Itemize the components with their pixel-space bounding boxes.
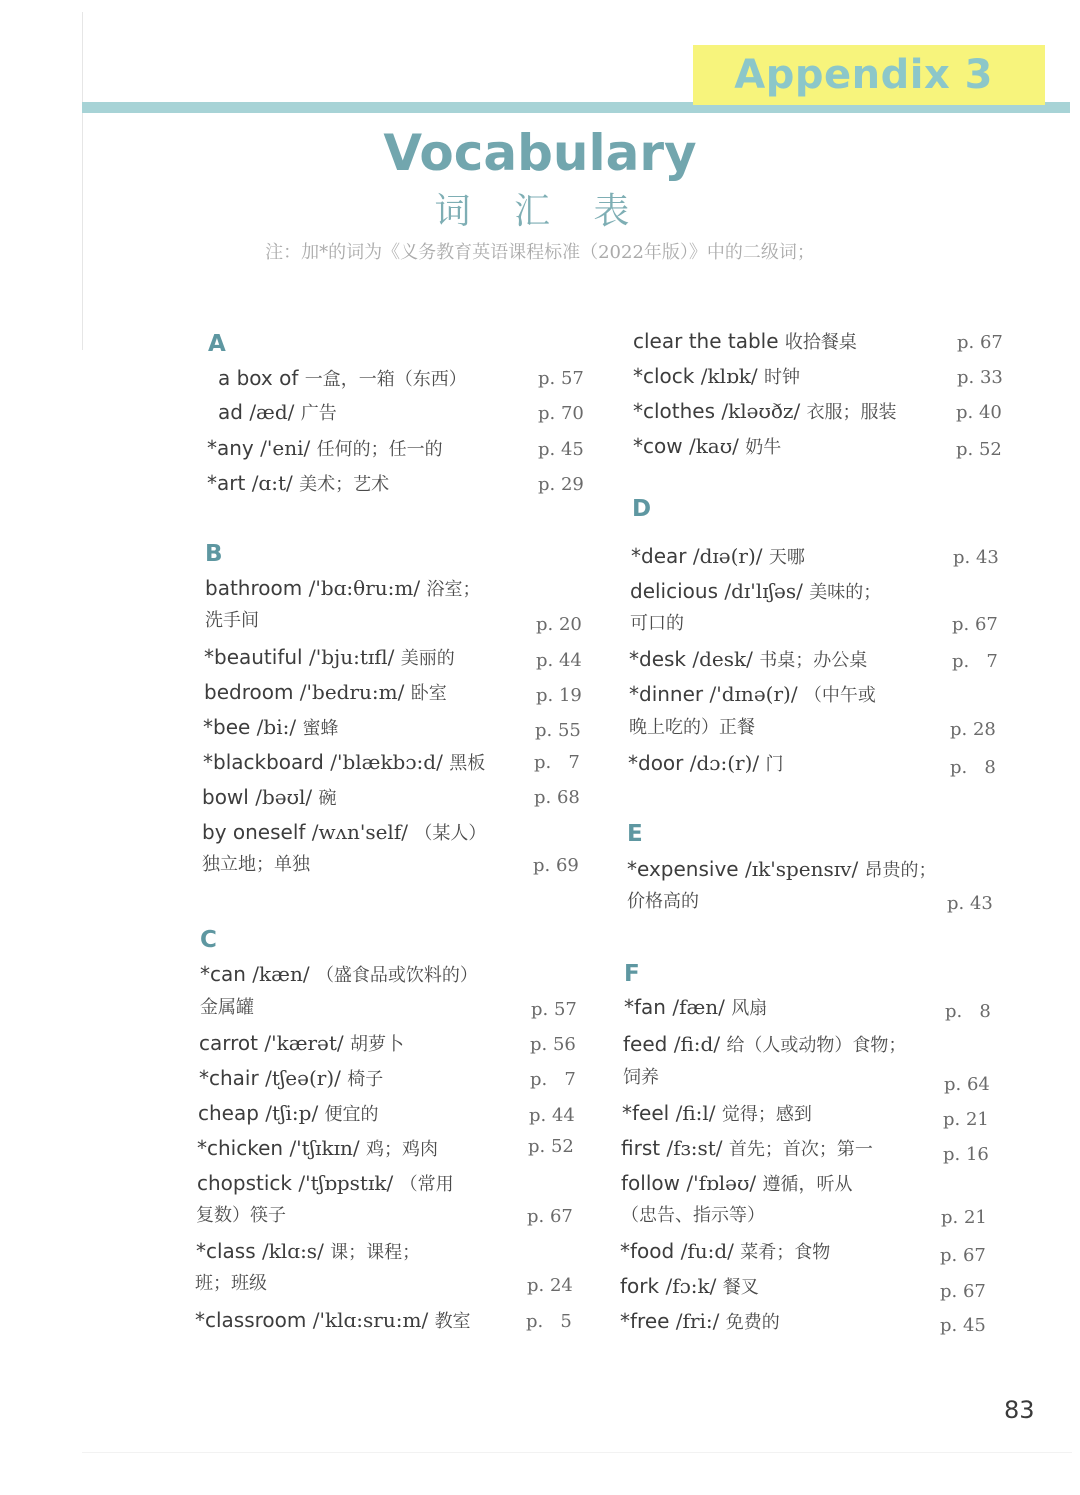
entry-bathroom [205, 576, 480, 602]
entry-meaning: 给（人或动物）食物； [726, 1035, 907, 1056]
entry-clock [633, 364, 800, 390]
entry-feel [622, 1101, 812, 1127]
page-note: 注：加*的词为《义务教育英语课程标准（2022年版）》中的二级词； [265, 242, 815, 263]
entry-meaning: 课；课程； [330, 1242, 421, 1263]
entry-word: *chair [199, 1066, 259, 1090]
entry-art [207, 471, 389, 497]
entry-bedroom [204, 680, 447, 706]
entry-fork [620, 1274, 759, 1300]
entry-clothes [633, 399, 897, 425]
entry-phonetic: /tʃeə(r)/ [265, 1066, 341, 1090]
entry-page: p. 7 [534, 752, 580, 773]
entry-page: p. 7 [952, 651, 998, 672]
entry-meaning-cont: （忠告、指示等） [621, 1205, 765, 1226]
entry-word: chopstick [197, 1171, 292, 1195]
entry-page: p. 67 [527, 1206, 573, 1227]
entry-bowl [202, 785, 337, 811]
entry-page: p. 55 [535, 720, 581, 741]
entry-follow [621, 1171, 853, 1197]
entry-phonetic: /'klɑ:sru:m/ [312, 1308, 429, 1332]
section-letter-f: F [624, 961, 640, 987]
entry-word: *dinner [629, 682, 704, 706]
entry-phonetic: /fri:/ [675, 1309, 720, 1333]
entry-desk [629, 647, 867, 673]
entry-phonetic: /fæn/ [672, 995, 725, 1019]
page-subtitle: 词 汇 表 [434, 191, 646, 232]
entry-word: *fan [624, 995, 666, 1019]
entry-phonetic: /wʌn'self/ [311, 820, 408, 844]
entry-page: p. 8 [945, 1001, 991, 1022]
footer-rule [82, 1452, 1072, 1453]
entry-meaning: 浴室； [426, 579, 481, 600]
entry-meaning: 遵循，听从 [762, 1174, 853, 1195]
entry-word: *door [628, 751, 684, 775]
entry-meaning: （盛食品或饮料的） [315, 965, 478, 986]
entry-phonetic: /'fɒləʊ/ [686, 1171, 757, 1195]
entry-page: p. 67 [957, 332, 1003, 353]
entry-word: *art [207, 471, 246, 495]
entry-page: p. 44 [536, 650, 582, 671]
entry-meaning: 免费的 [725, 1312, 780, 1333]
entry-phonetic: /desk/ [692, 647, 753, 671]
entry-word: a box of [218, 366, 299, 390]
entry-phonetic: /æd/ [249, 400, 295, 424]
entry-phonetic: /'bɑ:θru:m/ [308, 576, 421, 600]
entry-page: p. 67 [940, 1281, 986, 1302]
entry-meaning: 餐叉 [722, 1277, 759, 1298]
entry-meaning: 胡萝卜 [350, 1034, 405, 1055]
entry-page: p. 64 [944, 1074, 990, 1095]
entry-word: *class [196, 1239, 256, 1263]
entry-meaning-cont: 饲养 [623, 1067, 659, 1088]
entry-word: ad [218, 400, 243, 424]
entry-word: carrot [199, 1031, 258, 1055]
entry-page: p. 52 [528, 1136, 574, 1157]
entry-meaning: 一盒，一箱（东西） [304, 369, 467, 390]
entry-meaning: 教室 [434, 1311, 471, 1332]
entry-page: p. 45 [538, 439, 584, 460]
entry-meaning: 蜜蜂 [302, 718, 339, 739]
entry-meaning: 便宜的 [324, 1104, 379, 1125]
entry-word: cheap [198, 1101, 259, 1125]
entry-any [207, 436, 443, 462]
entry-page: p. 57 [531, 999, 577, 1020]
entry-beautiful [204, 645, 455, 671]
entry-word: *blackboard [203, 750, 324, 774]
entry-word: bathroom [205, 576, 303, 600]
entry-word: *cow [633, 434, 683, 458]
entry-phonetic: /'bedru:m/ [299, 680, 405, 704]
entry-phonetic: /'tʃɒpstɪk/ [298, 1171, 394, 1195]
entry-meaning: 觉得；感到 [721, 1104, 812, 1125]
entry-page: p. 8 [950, 757, 996, 778]
entry-delicious [630, 579, 881, 605]
entry-phonetic: /ɪk'spensɪv/ [744, 857, 859, 881]
entry-page: p. 44 [529, 1105, 575, 1126]
entry-meaning: 天哪 [768, 547, 805, 568]
section-letter-c: C [200, 927, 217, 953]
entry-page: p. 43 [953, 547, 999, 568]
entry-phonetic: /bi:/ [256, 715, 297, 739]
entry-meaning-cont: 价格高的 [627, 891, 699, 912]
entry-page: p. 7 [530, 1069, 576, 1090]
entry-page: p. 29 [538, 474, 584, 495]
entry-phonetic: /'dɪnə(r)/ [709, 682, 798, 706]
entry-page: p. 24 [527, 1275, 573, 1296]
entry-expensive [627, 857, 937, 883]
entry-meaning: 美术；艺术 [299, 474, 390, 495]
entry-phonetic: /fi:d/ [673, 1032, 721, 1056]
entry-clear-the-table [633, 329, 857, 355]
entry-word: *chicken [197, 1136, 284, 1160]
entry-classroom [195, 1308, 471, 1334]
entry-phonetic: /fɔ:k/ [665, 1274, 717, 1298]
appendix-tab [693, 45, 1045, 105]
entry-meaning: 椅子 [347, 1069, 384, 1090]
entry-meaning: 奶牛 [745, 437, 782, 458]
entry-word: clear the table [633, 329, 779, 353]
entry-word: *bee [203, 715, 251, 739]
entry-page: p. 19 [536, 685, 582, 706]
entry-phonetic: /ɑ:t/ [251, 471, 293, 495]
entry-page: p. 28 [950, 719, 996, 740]
entry-page: p. 33 [957, 367, 1003, 388]
entry-word: bowl [202, 785, 249, 809]
entry-by-oneself [202, 820, 486, 846]
entry-meaning: 衣服；服装 [806, 402, 897, 423]
entry-phonetic: /kləʊðz/ [721, 399, 801, 423]
entry-word: *desk [629, 647, 687, 671]
entry-phonetic: /kaʊ/ [688, 434, 739, 458]
entry-chair [199, 1066, 383, 1092]
entry-word: *can [200, 962, 246, 986]
entry-page: p. 70 [538, 403, 584, 424]
section-letter-a: A [208, 331, 226, 357]
entry-phonetic: /'bju:tɪfl/ [308, 645, 395, 669]
entry-word: *beautiful [204, 645, 303, 669]
entry-meaning: 昂贵的； [864, 860, 937, 881]
entry-page: p. 21 [941, 1207, 987, 1228]
entry-meaning: 卧室 [410, 683, 447, 704]
page-number: 83 [1004, 1396, 1035, 1424]
entry-meaning: 美味的； [809, 582, 882, 603]
entry-page: p. 45 [940, 1315, 986, 1336]
entry-phonetic: /klɒk/ [700, 364, 758, 388]
entry-word: *feel [622, 1101, 670, 1125]
entry-meaning: 门 [765, 754, 784, 775]
entry-word: delicious [630, 579, 718, 603]
entry-meaning: 黑板 [449, 753, 486, 774]
entry-word: *classroom [195, 1308, 307, 1332]
entry-word: *free [620, 1309, 670, 1333]
section-letter-d: D [632, 496, 652, 522]
entry-meaning-cont: 班；班级 [195, 1273, 267, 1294]
entry-phonetic: /'eni/ [260, 436, 311, 460]
entry-meaning: 时钟 [764, 367, 801, 388]
entry-fan [624, 995, 767, 1021]
entry-page: p. 52 [956, 439, 1002, 460]
entry-page: p. 21 [943, 1109, 989, 1130]
entry-word: fork [620, 1274, 660, 1298]
entry-meaning: 书桌；办公桌 [759, 650, 868, 671]
entry-can [200, 962, 478, 988]
entry-meaning: 广告 [300, 403, 337, 424]
entry-meaning: 碗 [318, 788, 337, 809]
entry-page: p. 5 [526, 1311, 572, 1332]
entry-word: feed [623, 1032, 668, 1056]
entry-meaning: 收拾餐桌 [784, 332, 857, 353]
entry-page: p. 69 [533, 855, 579, 876]
entry-word: first [621, 1136, 661, 1160]
entry-page: p. 56 [530, 1034, 576, 1055]
entry-page: p. 68 [534, 787, 580, 808]
entry-first [621, 1136, 873, 1162]
entry-meaning: 鸡；鸡肉 [366, 1139, 439, 1160]
entry-meaning-cont: 复数）筷子 [196, 1205, 286, 1226]
page-title: Vocabulary [383, 124, 697, 182]
entry-phonetic: /dɔ:(r)/ [689, 751, 760, 775]
entry-meaning: （常用 [399, 1174, 454, 1195]
entry-meaning: 任何的；任一的 [316, 439, 443, 460]
entry-phonetic: /fi:l/ [675, 1101, 716, 1125]
entry-free [620, 1309, 780, 1335]
entry-meaning: 菜肴；食物 [740, 1242, 831, 1263]
entry-page: p. 16 [943, 1144, 989, 1165]
entry-phonetic: /fɜ:st/ [666, 1136, 723, 1160]
entry-meaning: 美丽的 [400, 648, 455, 669]
entry-word: *food [620, 1239, 675, 1263]
entry-phonetic: /dɪə(r)/ [692, 544, 763, 568]
entry-phonetic: /bəʊl/ [255, 785, 313, 809]
entry-page: p. 40 [956, 402, 1002, 423]
entry-chicken [197, 1136, 438, 1162]
entry-blackboard [203, 750, 485, 776]
entry-word: *any [207, 436, 254, 460]
entry-meaning: （中午或 [803, 685, 876, 706]
entry-page: p. 20 [536, 614, 582, 635]
entry-meaning-cont: 洗手间 [205, 610, 259, 631]
entry-word: by oneself [202, 820, 306, 844]
entry-meaning-cont: 独立地；单独 [202, 854, 310, 875]
entry-class [196, 1239, 420, 1265]
entry-phonetic: /'tʃɪkɪn/ [289, 1136, 360, 1160]
entry-dinner [629, 682, 876, 708]
entry-ad [218, 400, 337, 426]
entry-phonetic: /'blækbɔ:d/ [330, 750, 443, 774]
entry-word: *clock [633, 364, 695, 388]
entry-page: p. 57 [538, 368, 584, 389]
entry-phonetic: /kæn/ [252, 962, 310, 986]
entry-phonetic: /klɑ:s/ [262, 1239, 324, 1263]
section-letter-b: B [205, 541, 223, 567]
entry-cow [633, 434, 781, 460]
entry-word: bedroom [204, 680, 294, 704]
appendix-label: Appendix 3 [734, 52, 993, 98]
entry-phonetic: /fu:d/ [680, 1239, 734, 1263]
entry-word: *expensive [627, 857, 739, 881]
entry-phonetic: /tʃi:p/ [265, 1101, 319, 1125]
entry-meaning-cont: 晚上吃的）正餐 [629, 717, 755, 738]
entry-word: *dear [631, 544, 687, 568]
entry-phonetic: /dɪ'lɪʃəs/ [724, 579, 803, 603]
entry-carrot [199, 1031, 404, 1057]
entry-meaning-cont: 金属罐 [200, 997, 254, 1018]
entry-meaning: 风扇 [731, 998, 768, 1019]
entry-meaning: （某人） [414, 823, 487, 844]
entry-bee [203, 715, 338, 741]
entry-door [628, 751, 784, 777]
entry-word: follow [621, 1171, 680, 1195]
entry-chopstick [197, 1171, 454, 1197]
entry-dear [631, 544, 805, 570]
entry-page: p. 67 [940, 1245, 986, 1266]
entry-meaning: 首先；首次；第一 [728, 1139, 873, 1160]
entry-word: *clothes [633, 399, 716, 423]
entry-phonetic: /'kærət/ [264, 1031, 344, 1055]
entry-food [620, 1239, 830, 1265]
entry-cheap [198, 1101, 379, 1127]
entry-page: p. 67 [952, 614, 998, 635]
entry-meaning-cont: 可口的 [630, 613, 684, 634]
section-letter-e: E [627, 821, 643, 847]
entry-a-box-of [218, 366, 467, 392]
entry-feed [623, 1032, 906, 1058]
entry-page: p. 43 [947, 893, 993, 914]
